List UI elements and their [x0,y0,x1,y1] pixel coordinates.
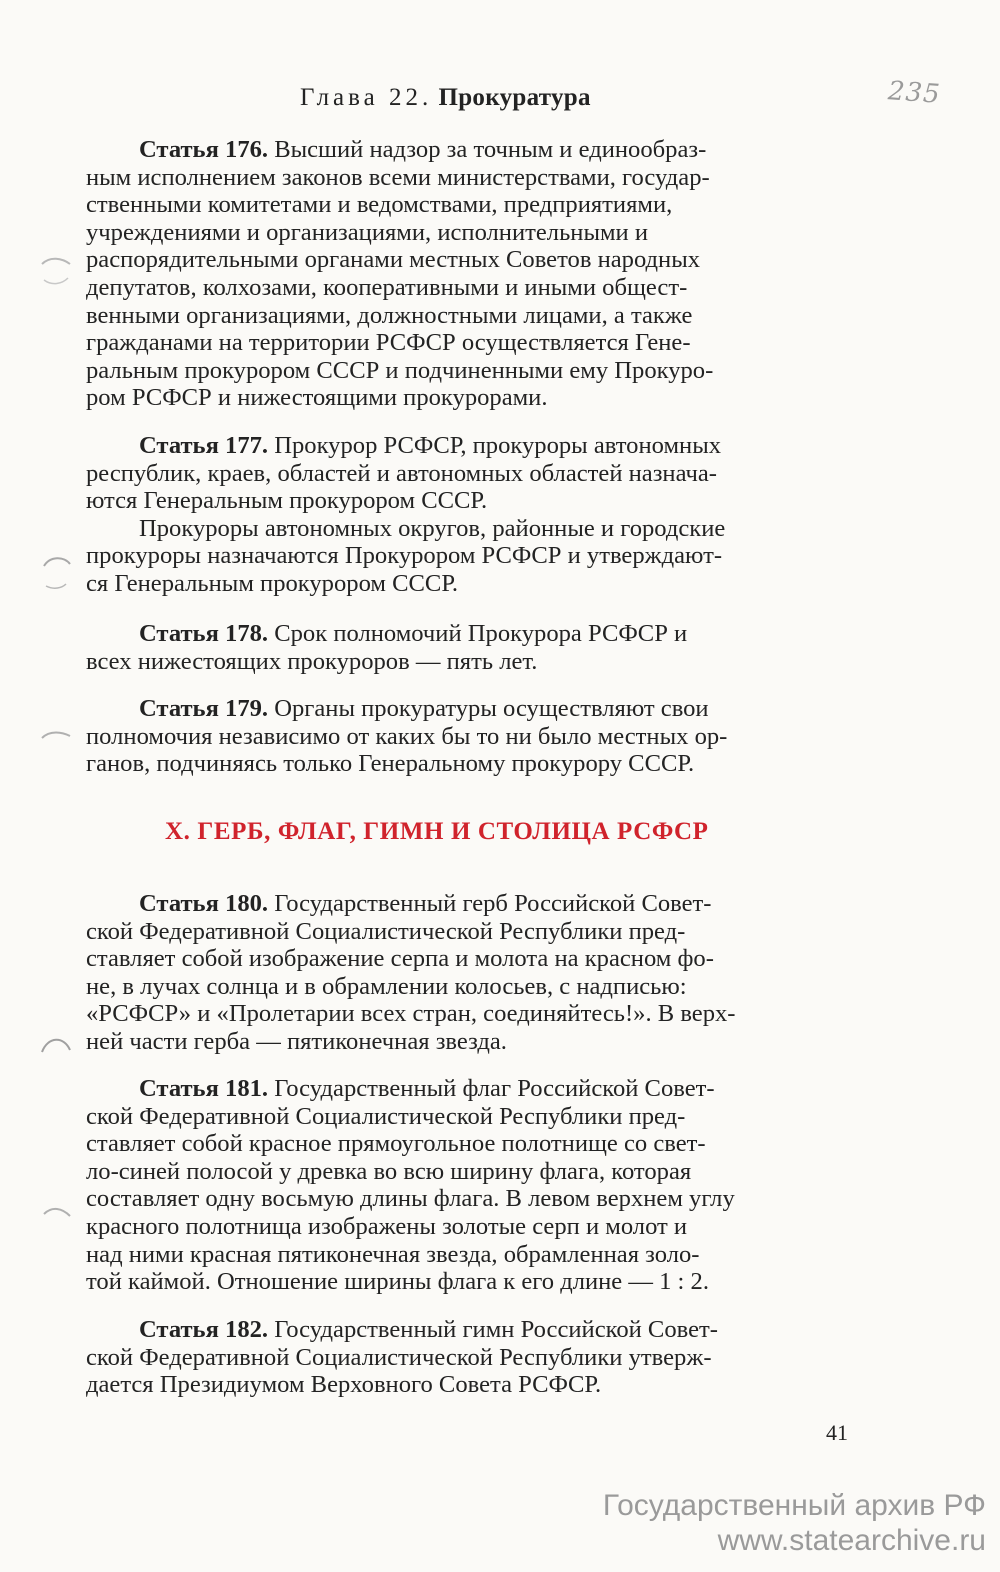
article-text: ральным прокурором СССР и подчиненными ему Прокуро- [86,356,714,384]
article-text: не, в лучах солнца и в обрамлении колосьев, с надписью: [86,972,687,1000]
article-text: составляет одну восьмую длины флага. В левом верхнем углу [86,1185,735,1213]
article-text: Высший надзор за точным и единообраз- [274,136,707,163]
article-label: Статья 177. [139,432,269,459]
article-label: Статья 182. [139,1316,269,1343]
article-text: той каймой. Отношение ширины флага к его длине — 1 : 2. [86,1268,709,1296]
article-text: «РСФСР» и «Пролетарии всех стран, соединяйтесь!». В верх- [86,1000,736,1028]
article-text: ставляет собой красное прямоугольное полотнище со свет- [86,1130,706,1158]
article-text: ставляет собой изображение серпа и молота на красном фо- [86,945,714,973]
article-text: Прокуроры автономных округов, районные и городские [139,514,726,542]
article-label: Статья 180. [139,890,269,917]
article-text: ром РСФСР и нижестоящими прокурорами. [86,384,548,412]
article-182 [86,1316,852,1399]
article-177 [86,432,852,598]
article-text: ются Генеральным прокурором СССР. [86,487,488,515]
article-text: ской Федеративной Социалистической Республики пред- [86,1102,686,1130]
binder-hole-mark [36,1030,76,1070]
article-text: венными организациями, должностными лицами, а также [86,301,693,329]
page-number: 41 [826,1420,848,1445]
article-178 [86,620,852,675]
article-label: Статья 179. [139,695,269,722]
article-label: Статья 181. [139,1075,269,1102]
article-text: красного полотнища изображены золотые серп и молот и [86,1212,688,1240]
article-text: ным исполнением законов всеми министерствами, государ- [86,163,710,191]
article-text: прокуроры назначаются Прокурором РСФСР и утверждают- [86,542,723,570]
article-text: Срок полномочий Прокурора РСФСР и [274,620,688,647]
article-text: полномочия независимо от каких бы то ни было местных ор- [86,722,728,750]
article-text: дается Президиумом Верховного Совета РСФСР. [86,1371,602,1399]
article-text: республик, краев, областей и автономных областей назнача- [86,459,717,487]
article-text: Государственный гимн Российской Совет- [274,1316,718,1343]
handwritten-page-number: 235 [887,76,942,110]
article-label: Статья 178. [139,620,269,647]
article-text: ской Федеративной Социалистической Республики утверж- [86,1343,712,1371]
binder-hole-mark [36,552,76,592]
section-title: X. ГЕРБ, ФЛАГ, ГИМН И СТОЛИЦА РСФСР [165,818,709,845]
article-text: Государственный герб Российской Совет- [274,890,712,917]
watermark-archive-name: Государственный архив РФ [602,1489,986,1522]
article-176 [86,136,852,412]
article-text: над ними красная пятиконечная звезда, обрамленная золо- [86,1240,700,1268]
article-text: Государственный флаг Российской Совет- [274,1075,715,1102]
article-text: депутатов, колхозами, кооперативными и иными общест- [86,273,688,301]
binder-hole-mark [36,722,76,762]
article-text: ней части герба — пятиконечная звезда. [86,1027,507,1055]
article-text: Прокурор РСФСР, прокуроры автономных [274,432,722,459]
article-text: ственными комитетами и ведомствами, предприятиями, [86,191,673,219]
article-label: Статья 176. [139,136,269,163]
chapter-heading [300,84,591,112]
article-text: распорядительными органами местных Советов народных [86,246,701,274]
article-text: гражданами на территории РСФСР осуществляется Гене- [86,329,691,357]
watermark-url: www.statearchive.ru [717,1524,986,1557]
article-text: учреждениями и организациями, исполнительными и [86,218,649,246]
article-180 [86,890,852,1056]
article-text: ло-синей полосой у древка во всю ширину флага, которая [86,1157,692,1185]
binder-hole-mark [36,250,76,290]
article-181 [86,1075,852,1296]
article-text: ганов, подчиняясь только Генеральному прокурору СССР. [86,750,695,778]
article-text: ся Генеральным прокурором СССР. [86,569,459,597]
article-text: всех нижестоящих прокуроров — пять лет. [86,647,538,675]
chapter-prefix: Глава 22. [300,84,433,111]
article-text: ской Федеративной Социалистической Республики пред- [86,917,686,945]
chapter-title: Прокуратура [438,84,591,111]
binder-hole-mark [36,1200,76,1240]
article-179 [86,695,852,778]
article-text: Органы прокуратуры осуществляют свои [274,695,709,722]
